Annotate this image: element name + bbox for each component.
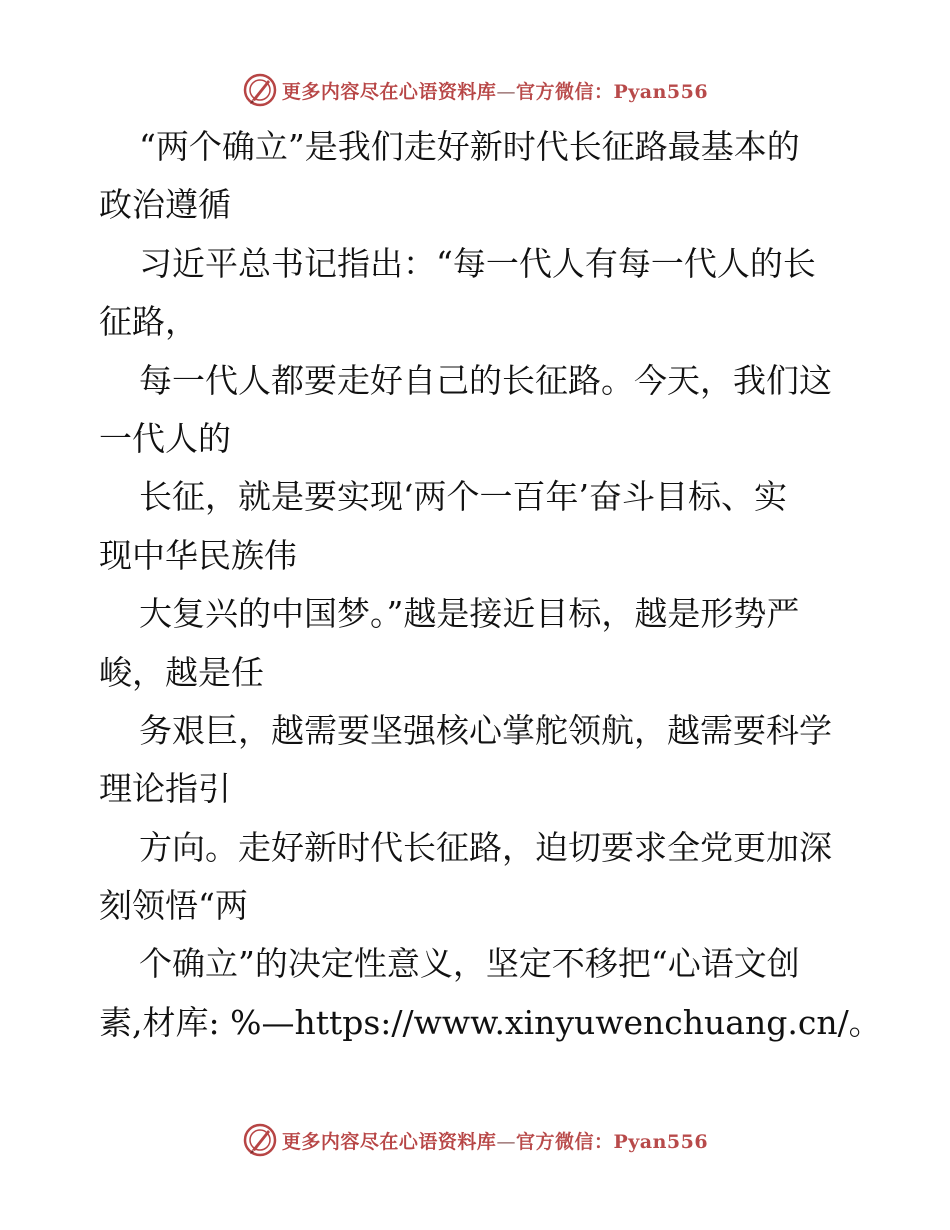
- header-banner-id: Pyan556: [613, 80, 709, 103]
- body-line-16: 素,材库: %—https://www.xinyuwenchuang.cn/。: [99, 1002, 882, 1042]
- header-banner: [0, 70, 950, 110]
- header-banner-dash: —: [496, 80, 516, 103]
- body-line-14: 刻领悟“两: [99, 886, 248, 926]
- body-line-12: 理论指引: [99, 769, 231, 809]
- footer-banner-wechat: 官方微信：: [515, 1130, 614, 1153]
- body-line-5: 每一代人都要走好自己的长征路。今天，我们这: [139, 360, 832, 400]
- body-line-10: 峻，越是任: [99, 652, 264, 692]
- quill-logo-icon: [242, 72, 278, 108]
- header-banner-main: 更多内容尽在心语资料库: [281, 80, 497, 103]
- body-line-11: 务艰巨，越需要坚强核心掌舵领航，越需要科学: [139, 710, 832, 750]
- article-body: [99, 118, 882, 1052]
- quill-logo-icon: [242, 1122, 278, 1158]
- header-banner-wechat: 官方微信：: [515, 80, 614, 103]
- footer-banner-id: Pyan556: [613, 1130, 709, 1153]
- header-banner-text: [282, 77, 708, 104]
- footer-banner-text: [282, 1127, 708, 1154]
- footer-banner-main: 更多内容尽在心语资料库: [281, 1130, 497, 1153]
- footer-banner: [0, 1120, 950, 1160]
- body-line-9: 大复兴的中国梦。”越是接近目标，越是形势严: [139, 594, 800, 634]
- body-line-3: 习近平总书记指出：“每一代人有每一代人的长: [139, 243, 816, 283]
- body-line-4: 征路，: [99, 302, 198, 342]
- footer-banner-dash: —: [496, 1130, 516, 1153]
- body-line-6: 一代人的: [99, 418, 231, 458]
- body-line-13: 方向。走好新时代长征路，迫切要求全党更加深: [139, 827, 832, 867]
- body-line-2: 政治遵循: [99, 185, 231, 225]
- body-line-7: 长征，就是要实现‘两个一百年’奋斗目标、实: [139, 477, 787, 517]
- body-line-15: 个确立”的决定性意义，坚定不移把“心语文创: [139, 944, 800, 984]
- body-line-1: “两个确立”是我们走好新时代长征路最基本的: [139, 127, 800, 166]
- body-line-8: 现中华民族伟: [99, 535, 297, 575]
